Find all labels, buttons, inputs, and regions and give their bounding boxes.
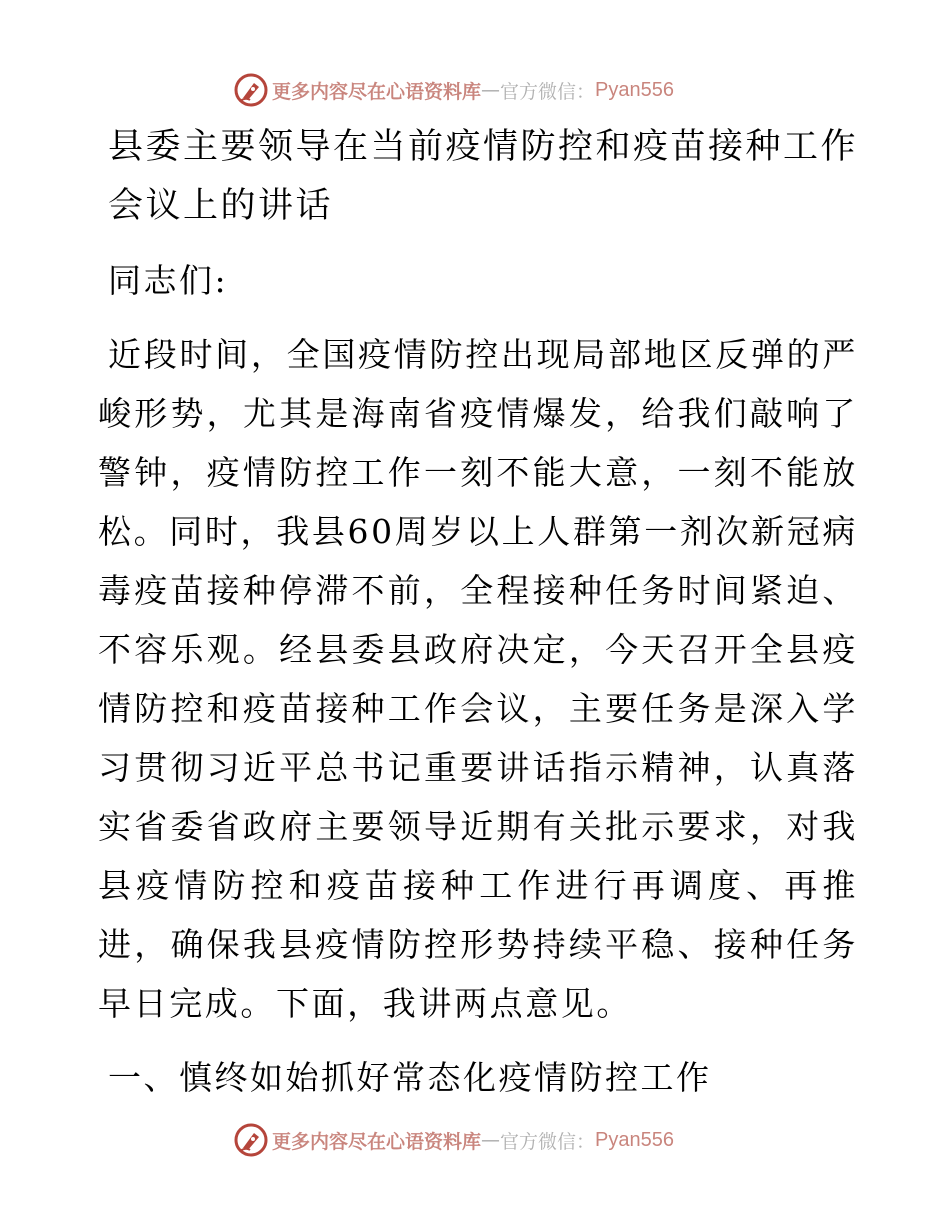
watermark-banner-top bbox=[234, 72, 674, 108]
document-title: 县委主要领导在当前疫情防控和疫苗接种工作会议上的讲话 bbox=[108, 127, 859, 226]
watermark-banner-bottom bbox=[234, 1122, 674, 1158]
pen-nib-logo-icon bbox=[234, 73, 268, 107]
watermark-wechat-label: 官方微信： bbox=[500, 80, 596, 103]
watermark-wechat-label: 官方微信： bbox=[500, 1130, 596, 1153]
section-heading: 一、慎终如始抓好常态化疫情防控工作 bbox=[108, 1058, 712, 1097]
salutation: 同志们: bbox=[108, 261, 229, 300]
watermark-wechat-id: Pyan556 bbox=[595, 78, 674, 101]
document-body bbox=[98, 118, 858, 1107]
pen-nib-logo-icon bbox=[234, 1123, 268, 1157]
watermark-wechat-id: Pyan556 bbox=[595, 1128, 674, 1151]
body-paragraph: 近段时间，全国疫情防控出现局部地区反弹的严峻形势，尤其是海南省疫情爆发，给我们敲响了警钟，疫情防控工作一刻不能大意，一刻不能放松。同时，我县60周岁以上人群第一剂次新冠病毒疫苗接种停滞不前，全程接种任务时间紧迫、不容乐观。经县委县政府决定，今天召开全县疫情防控和疫苗接种工作会议，主要任务是深入学习贯彻习近平总书记重要讲话指示精神，认真落实省委省政府主要领导近期有关批示要求，对我县疫情防控和疫苗接种工作进行再调度、再推进，确保我县疫情防控形势持续平稳、接种任务早日完成。下面，我讲两点意见。 bbox=[98, 335, 858, 1023]
watermark-separator: — bbox=[481, 1129, 501, 1151]
watermark-site-text: 更多内容尽在心语资料库 bbox=[272, 1130, 482, 1153]
watermark-separator: — bbox=[481, 79, 501, 101]
watermark-site-text: 更多内容尽在心语资料库 bbox=[272, 80, 482, 103]
